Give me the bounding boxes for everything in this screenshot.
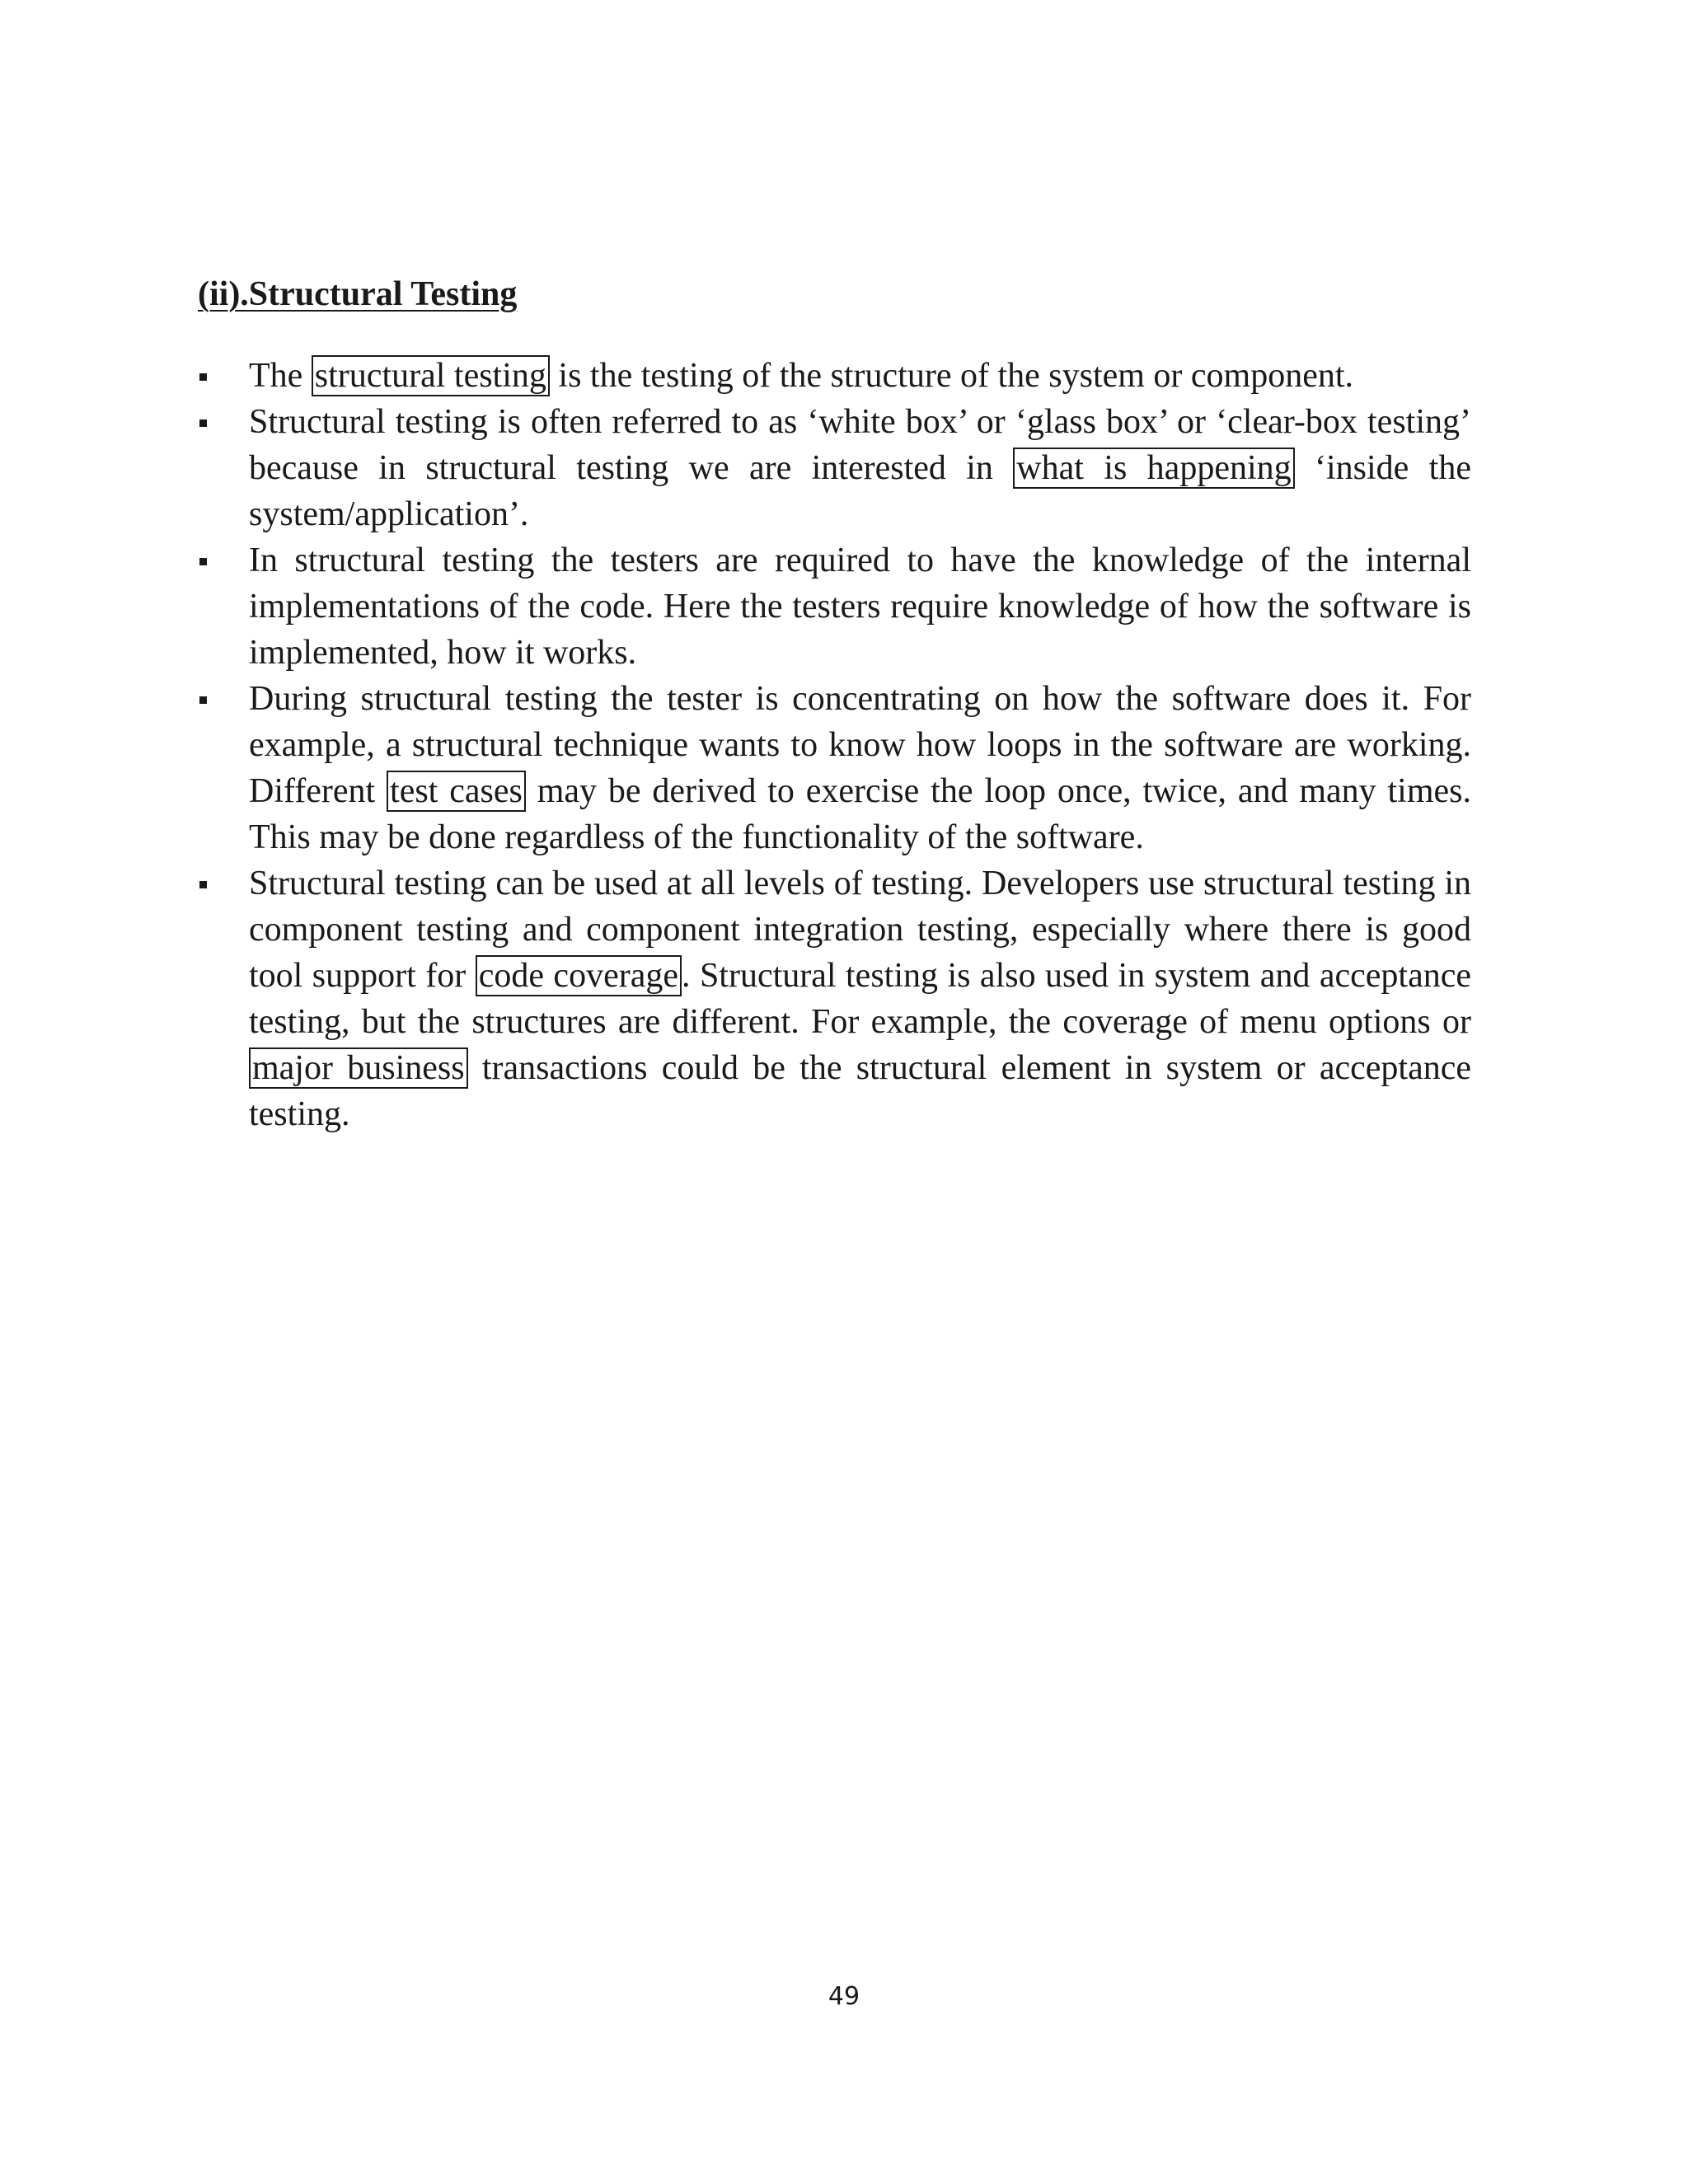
page-number: 49 [828,1982,860,2011]
boxed-term: major business [249,1047,468,1089]
square-bullet-icon [199,419,207,427]
square-bullet-icon [199,373,207,381]
bullet-item-1 [198,353,1471,399]
bullet-text: In structural testing the testers are required to have the knowledge of the internal implementations of the code. Here the testers require knowledge of how the software is implemented, how it works. [249,541,1471,672]
square-bullet-icon [199,881,207,888]
bullet-text: . Structural testing is also used in system and acceptance testing, but the structures are different. For example, the coverage of menu options or [249,957,1471,1041]
bullet-text: During structural testing the tester is concentrating on how the software does it. For example, a structural technique wants to know how loops in the software are working. Different [249,680,1471,810]
bullet-item-3 [198,537,1471,676]
square-bullet-icon [199,558,207,565]
bullet-list [198,353,1471,1137]
boxed-term: structural testing [312,355,550,396]
bullet-text: may be derived to exercise the loop once, twice, and many times. This may be done regardless of the functionality of the software. [249,772,1471,856]
bullet-text: Structural testing is often referred to as ‘white box’ or ‘glass box’ or ‘clear-box testing’ because in structural testing we are interested in [249,403,1471,487]
boxed-term: code coverage [476,955,682,996]
bullet-item-4 [198,676,1471,860]
boxed-term: test cases [387,771,526,812]
bullet-item-5 [198,860,1471,1137]
bullet-text: The [249,357,312,395]
square-bullet-icon [199,696,207,704]
bullet-text: transactions could be the structural element in system or acceptance testing. [249,1049,1472,1133]
bullet-text: ‘inside the system/application’. [249,449,1471,533]
section-heading: (ii).Structural Testing [198,275,518,313]
boxed-term: what is happening [1013,448,1294,489]
bullet-text: is the testing of the structure of the system or component. [549,357,1354,395]
bullet-text: Structural testing can be used at all levels of testing. Developers use structural testing in component testing and component integration testing, especially where there is good tool support for [249,865,1471,995]
bullet-item-2 [198,399,1471,537]
